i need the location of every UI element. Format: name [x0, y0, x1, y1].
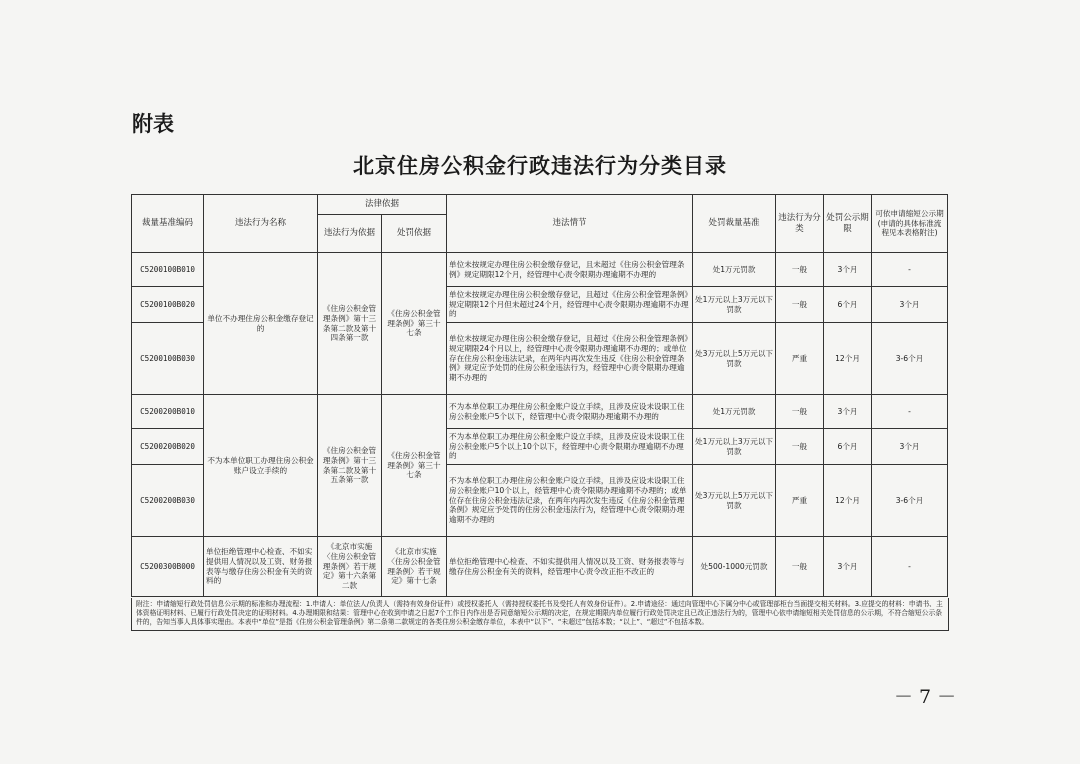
period-cell: 12个月: [824, 323, 872, 395]
standard-cell: 处500-1000元罚款: [693, 537, 776, 597]
code-cell: C5200100B020: [132, 287, 204, 323]
circumstance-cell: 单位未按规定办理住房公积金缴存登记，且超过《住房公积金管理条例》规定期限24个月以上，经管理中心责令限期办理逾期不办理的；或单位存在住房公积金违法记录，在两年内再次发生违反《住房公积金管理条例》规定应予处罚的住房公积金违法行为，经管理中心责令限期办理逾期不办理的: [447, 323, 693, 395]
period-cell: 3个月: [824, 395, 872, 429]
violation-basis-cell: 《北京市实施〈住房公积金管理条例〉若干规定》第十六条第二款: [318, 537, 382, 597]
code-cell: C5200200B020: [132, 429, 204, 465]
circumstance-cell: 单位未按规定办理住房公积金缴存登记，且超过《住房公积金管理条例》规定期限12个月但未超过24个月，经管理中心责令限期办理逾期不办理的: [447, 287, 693, 323]
shorten-cell: 3-6个月: [872, 465, 948, 537]
period-cell: 3个月: [824, 253, 872, 287]
header-penalty-basis: 处罚依据: [382, 215, 447, 253]
document-title: 北京住房公积金行政违法行为分类目录: [353, 154, 727, 178]
table-row: [132, 253, 948, 287]
standard-cell: 处3万元以上5万元以下罚款: [693, 465, 776, 537]
circumstance-cell: 不为本单位职工办理住房公积金账户设立手续，且涉及应设未设职工住房公积金账户5个以下，经管理中心责令限期办理逾期不办理的: [447, 395, 693, 429]
behavior-cell: 单位不办理住房公积金缴存登记的: [204, 253, 318, 395]
violation-basis-cell: 《住房公积金管理条例》第十三条第二款及第十四条第一款: [318, 253, 382, 395]
period-cell: 6个月: [824, 429, 872, 465]
page-number: － 7 －: [894, 686, 957, 708]
period-cell: 12个月: [824, 465, 872, 537]
penalty-basis-cell: 《住房公积金管理条例》第三十七条: [382, 253, 447, 395]
header-category: 违法行为分类: [776, 195, 824, 253]
behavior-cell: 不为本单位职工办理住房公积金账户设立手续的: [204, 395, 318, 537]
circumstance-cell: 不为本单位职工办理住房公积金账户设立手续，且涉及应设未设职工住房公积金账户10个以上，经管理中心责令限期办理逾期不办理的；或单位存在住房公积金违法记录，在两年内再次发生违反《住房公积金管理条例》规定应予处罚的住房公积金违法行为，经管理中心责令限期办理逾期不办理的: [447, 465, 693, 537]
header-code: 裁量基准编码: [132, 195, 204, 253]
penalty-basis-cell: 《住房公积金管理条例》第三十七条: [382, 395, 447, 537]
footnote: 附注：申请缩短行政处罚信息公示期的标准和办理流程：1.申请人：单位法人/负责人（需持有效身份证件）或授权委托人（需持授权委托书及受托人有效身份证件）。2.申请途径：通过向管理中心下属分中心或管理部柜台当面提交相关材料。3.应提交的材料：申请书、主体资格证明材料、已履行行政处罚决定的证明材料。4.办理期限和结果：管理中心在收到申请之日起7个工作日内作出是否同意缩短公示期的决定，在规定期限内单位履行行政处罚决定且已改正违法行为的，管理中心依申请缩短相关处罚信息的公示期，不符合缩短公示条件的，告知当事人具体事实理由。本表中“单位”是指《住房公积金管理条例》第二条第二款规定的各类住房公积金缴存单位，本表中“以下”、“未超过”包括本数；“以上”、“超过”不包括本数。: [131, 598, 949, 631]
circumstance-cell: 不为本单位职工办理住房公积金账户设立手续，且涉及应设未设职工住房公积金账户5个以上10个以下，经管理中心责令限期办理逾期不办理的: [447, 429, 693, 465]
penalty-basis-cell: 《北京市实施〈住房公积金管理条例〉若干规定》第十七条: [382, 537, 447, 597]
category-cell: 一般: [776, 287, 824, 323]
violation-basis-cell: 《住房公积金管理条例》第十三条第二款及第十五条第一款: [318, 395, 382, 537]
standard-cell: 处3万元以上5万元以下罚款: [693, 323, 776, 395]
table-row: [132, 537, 948, 597]
category-cell: 一般: [776, 429, 824, 465]
header-circumstance: 违法情节: [447, 195, 693, 253]
shorten-cell: -: [872, 537, 948, 597]
header-publicity-period: 处罚公示期限: [824, 195, 872, 253]
shorten-cell: 3-6个月: [872, 323, 948, 395]
category-cell: 严重: [776, 465, 824, 537]
header-behavior: 违法行为名称: [204, 195, 318, 253]
attachment-label: 附表: [132, 112, 174, 136]
header-legal-basis: 法律依据: [318, 195, 447, 215]
behavior-cell: 单位拒绝管理中心检查、不如实提供用人情况以及工资、财务报表等与缴存住房公积金有关的资料的: [204, 537, 318, 597]
standard-cell: 处1万元以上3万元以下罚款: [693, 287, 776, 323]
table-row: [132, 395, 948, 429]
category-cell: 一般: [776, 395, 824, 429]
standard-cell: 处1万元罚款: [693, 253, 776, 287]
header-penalty-standard: 处罚裁量基准: [693, 195, 776, 253]
header-violation-basis: 违法行为依据: [318, 215, 382, 253]
standard-cell: 处1万元以上3万元以下罚款: [693, 429, 776, 465]
code-cell: C5200200B010: [132, 395, 204, 429]
category-cell: 严重: [776, 323, 824, 395]
circumstance-cell: 单位未按规定办理住房公积金缴存登记，且未超过《住房公积金管理条例》规定期限12个月，经管理中心责令限期办理逾期不办理的: [447, 253, 693, 287]
code-cell: C5200300B000: [132, 537, 204, 597]
code-cell: C5200200B030: [132, 465, 204, 537]
shorten-cell: -: [872, 253, 948, 287]
category-cell: 一般: [776, 253, 824, 287]
code-cell: C5200100B030: [132, 323, 204, 395]
period-cell: 3个月: [824, 537, 872, 597]
shorten-cell: 3个月: [872, 287, 948, 323]
circumstance-cell: 单位拒绝管理中心检查、不如实提供用人情况以及工资、财务报表等与缴存住房公积金有关的资料，经管理中心责令改正拒不改正的: [447, 537, 693, 597]
standard-cell: 处1万元罚款: [693, 395, 776, 429]
period-cell: 6个月: [824, 287, 872, 323]
classification-table: [131, 194, 948, 597]
header-shorten-period: 可依申请缩短公示期(申请的具体标准流程见本表格附注): [872, 195, 948, 253]
shorten-cell: 3个月: [872, 429, 948, 465]
shorten-cell: -: [872, 395, 948, 429]
category-cell: 一般: [776, 537, 824, 597]
code-cell: C5200100B010: [132, 253, 204, 287]
